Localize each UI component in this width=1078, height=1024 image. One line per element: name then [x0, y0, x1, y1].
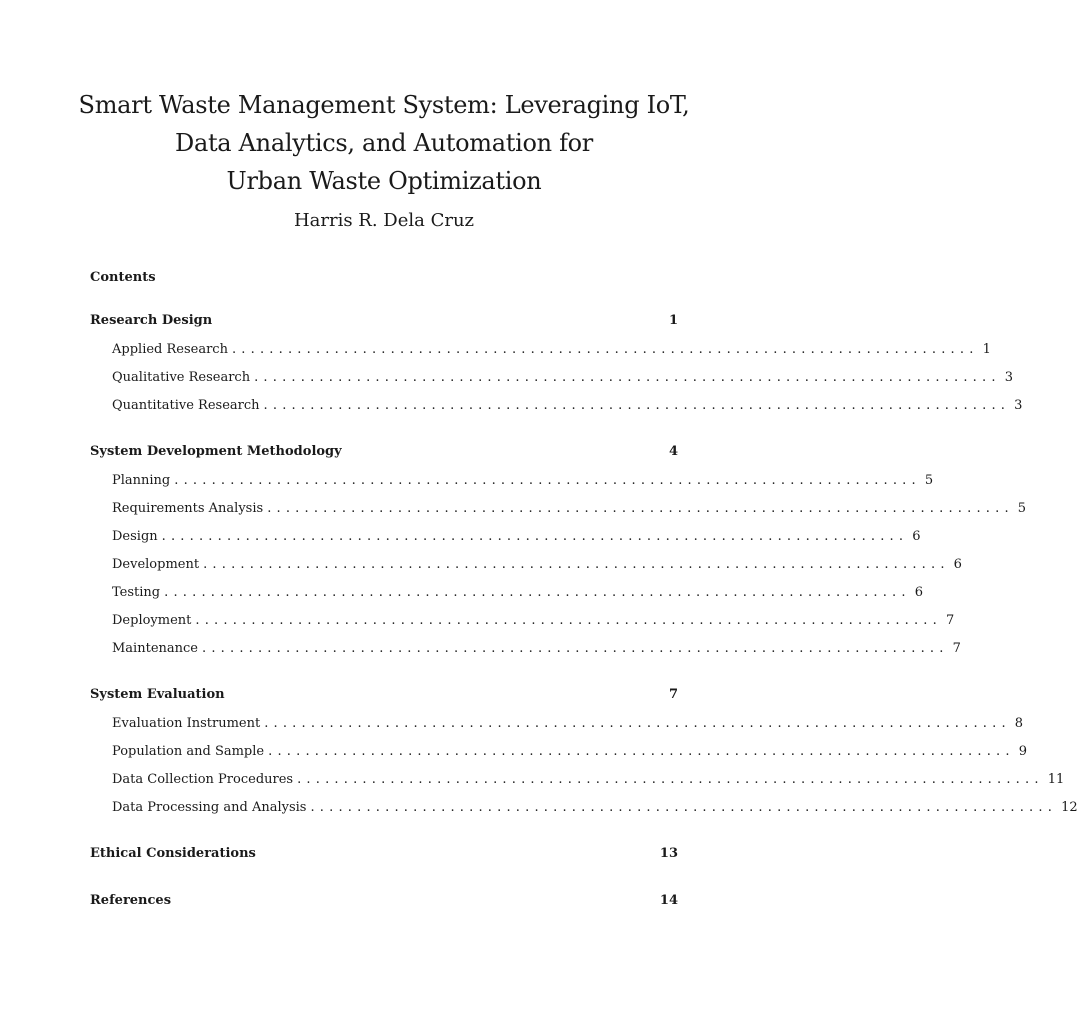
toc-entry-page-number: 7 — [945, 613, 955, 628]
toc-section-heading[interactable] — [90, 886, 678, 916]
toc-section-heading[interactable] — [90, 839, 678, 869]
toc-entry-label: Quantitative Research — [112, 398, 260, 413]
toc-entry-label: Deployment — [112, 613, 192, 628]
toc-section — [90, 680, 1078, 822]
toc-entry-label: Evaluation Instrument — [112, 716, 261, 731]
title-line-1: Smart Waste Management System: Leveraging IoT, — [78, 91, 690, 119]
toc-entry[interactable] — [90, 635, 961, 663]
toc-entry-page-number: 3 — [1004, 370, 1013, 385]
toc-entry-label: Design — [112, 529, 158, 544]
dot-leader: ................................................................................ — [310, 800, 1058, 815]
toc-section-label: References — [90, 893, 172, 908]
toc-entry[interactable] — [90, 523, 921, 551]
toc-entry-page-number: 12 — [1061, 800, 1078, 815]
toc-entry[interactable] — [90, 738, 1027, 766]
toc-entry[interactable] — [90, 766, 1065, 794]
toc-entry-label: Maintenance — [112, 641, 198, 656]
table-of-contents — [90, 306, 1078, 933]
toc-entry-label: Applied Research — [112, 342, 228, 357]
toc-section-page-number: 14 — [659, 893, 678, 908]
toc-section — [90, 306, 1023, 420]
toc-entry[interactable] — [90, 467, 934, 495]
toc-entry[interactable] — [90, 579, 923, 607]
dot-leader: ................................................................................ — [267, 501, 1014, 516]
document-title — [0, 86, 768, 200]
toc-section — [90, 839, 678, 869]
title-line-3: Urban Waste Optimization — [226, 167, 542, 195]
toc-entry-page-number: 3 — [1014, 398, 1023, 413]
author-name: Harris R. Dela Cruz — [293, 210, 475, 231]
dot-leader: ................................................................................ — [195, 613, 942, 628]
toc-entry-page-number: 6 — [914, 585, 923, 600]
toc-section-label: System Development Methodology — [90, 444, 342, 459]
toc-entry-page-number: 6 — [912, 529, 921, 544]
toc-section — [90, 886, 678, 916]
dot-leader: ................................................................................ — [203, 557, 950, 572]
dot-leader: ................................................................................ — [161, 529, 909, 544]
dot-leader: ................................................................................ — [201, 641, 949, 656]
toc-entry-page-number: 5 — [1017, 501, 1027, 516]
toc-section-label: System Evaluation — [90, 687, 225, 702]
toc-entry-label: Planning — [112, 473, 171, 488]
contents-heading: Contents — [90, 270, 156, 285]
dot-leader: ................................................................................ — [263, 398, 1011, 413]
toc-section-label: Ethical Considerations — [90, 846, 256, 861]
dot-leader: ................................................................................ — [297, 772, 1044, 787]
toc-entry[interactable] — [90, 551, 962, 579]
toc-entry-label: Requirements Analysis — [112, 501, 264, 516]
toc-entry[interactable] — [90, 710, 1024, 738]
toc-section-page-number: 13 — [659, 846, 678, 861]
toc-entry-label: Testing — [112, 585, 161, 600]
toc-section-heading[interactable] — [90, 680, 678, 710]
toc-entry-page-number: 11 — [1047, 772, 1065, 787]
toc-section-page-number: 4 — [668, 444, 678, 459]
toc-entry[interactable] — [90, 392, 1023, 420]
toc-entry-label: Data Collection Procedures — [112, 772, 294, 787]
toc-entry[interactable] — [90, 495, 1027, 523]
toc-section-heading[interactable] — [90, 306, 678, 336]
dot-leader: ................................................................................ — [264, 716, 1011, 731]
dot-leader: ................................................................................ — [174, 473, 921, 488]
toc-entry[interactable] — [90, 336, 991, 364]
dot-leader: ................................................................................ — [164, 585, 911, 600]
dot-leader: ................................................................................ — [231, 342, 979, 357]
toc-entry-label: Data Processing and Analysis — [112, 800, 307, 815]
toc-section — [90, 437, 1027, 663]
dot-leader: ................................................................................ — [268, 744, 1015, 759]
toc-entry-page-number: 5 — [924, 473, 934, 488]
toc-entry-page-number: 9 — [1018, 744, 1027, 759]
toc-entry-page-number: 7 — [952, 641, 961, 656]
toc-entry[interactable] — [90, 364, 1013, 392]
toc-entry-page-number: 1 — [982, 342, 991, 357]
toc-entry[interactable] — [90, 794, 1078, 822]
toc-section-page-number: 1 — [668, 313, 678, 328]
title-line-2: Data Analytics, and Automation for — [175, 129, 593, 157]
toc-entry-label: Qualitative Research — [112, 370, 251, 385]
toc-entry[interactable] — [90, 607, 955, 635]
toc-section-heading[interactable] — [90, 437, 678, 467]
toc-entry-page-number: 8 — [1014, 716, 1024, 731]
toc-entry-label: Population and Sample — [112, 744, 265, 759]
dot-leader: ................................................................................ — [254, 370, 1001, 385]
toc-entry-page-number: 6 — [953, 557, 962, 572]
toc-section-page-number: 7 — [668, 687, 678, 702]
toc-entry-label: Development — [112, 557, 200, 572]
toc-section-label: Research Design — [90, 313, 213, 328]
